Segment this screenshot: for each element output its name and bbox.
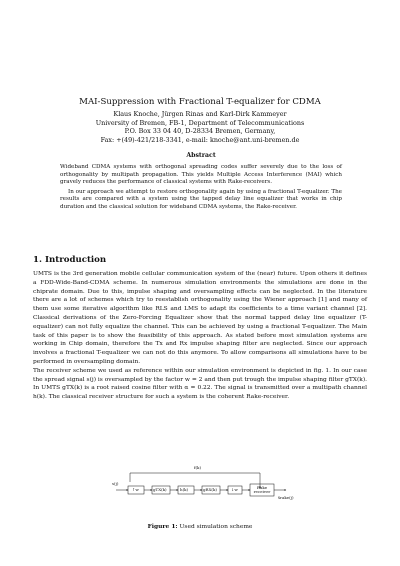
paper-title: MAI-Suppression with Fractional T-equalizer for CDMA <box>79 97 321 107</box>
caption-text: Used simulation scheme <box>177 524 253 530</box>
abstract-paragraph-1: Wideband CDMA systems with orthogonal spreading codes suffer severely due to the loss of orthogonality by multipath propagation. This yields Multiple Access Interference (MAI) which gravely reduces the performance of classical systems with Rake-receivers. <box>60 164 342 186</box>
introduction-paragraph-2: The receiver scheme we used as reference within our simulation environment is depicted in fig. 1. In our case the spread signal s(j) is oversampled by the factor w = 2 and then put trough the impulse shaping filter gTX(k). In UMTS gTX(k) is a root raised cosine filter with α = 0.22. The signal is transmitted over a multipath channel h(k). The classical receiver structure for such a system is the coherent Rake-receiver. <box>33 367 367 401</box>
contact-info: Fax: +(49)-421/218-3341, e-mail: knoche@ant.uni-bremen.de <box>100 135 300 144</box>
author-list: Klaus Knoche, Jürgen Rinas and Karl-Dirk Kammeyer <box>113 110 287 118</box>
introduction-paragraph-1: UMTS is the 3rd generation mobile cellular communication system of the (near) future. Upon others it defines a FDD-Wide-Band-CDMA scheme. In numerous simulation environments the simulations are done in the chiprate domain. Due to this, impulse shaping and oversampling effects can be neglected. In the literature there are a lot of schemes which try to reestablish orthogonality using the Wiener approach [1] and many of them use some iterative algorithm like RLS and LMS to adapt its coefficients to a time variant channel [2]. Classical derivations of the Zero-Forcing Equalizer show that the normal tapped delay line equalizer (T-equalizer) can not fully equalize the channel. This can be achieved by using a fractional T-equalizer. The Main task of this paper is to show the feasibility of this approach. As stated before most simulation systems are working in Chip domain, therefore the Tx and Rx impulse shaping filter are neglected. Since our approach involves a fractional T-equalizer we can not do this anymore. To allow comparisons all simulations have to be performed in oversampling domain. <box>33 271 367 365</box>
postal-address: P.O. Box 33 04 40, D-28334 Bremen, Germany, <box>124 127 276 136</box>
label-input: s(j) <box>112 481 119 486</box>
abstract <box>60 152 342 212</box>
caption-tag: Figure 1: <box>147 523 178 530</box>
introduction-body <box>33 270 367 402</box>
paper-header <box>40 97 360 144</box>
label-tx-filter: gTX(k) <box>153 487 167 492</box>
label-channel: h(k) <box>180 487 189 492</box>
abstract-paragraph-2: In our approach we attempt to restore orthogonality again by using a fractional T-equalizer. The results are compared with a system using the tapped delay line equalizer that works in chip duration and the classical solution for wideband CDMA systems, the Rake-receiver. <box>60 188 342 210</box>
section-heading-introduction: 1. Introduction <box>33 255 107 265</box>
label-downsample: ↓w <box>231 487 238 492</box>
label-upsample: ↑w <box>132 487 139 492</box>
figure-caption <box>90 523 310 530</box>
affiliation: University of Bremen, FB-1, Department of Telecommunications <box>95 118 305 127</box>
label-output: ŝrake(j) <box>278 495 294 500</box>
abstract-heading: Abstract <box>186 152 216 159</box>
label-rx-filter: gRX(k) <box>203 487 217 492</box>
label-feedback: f(k) <box>194 465 202 470</box>
label-rake: Rake receiver <box>253 485 271 494</box>
